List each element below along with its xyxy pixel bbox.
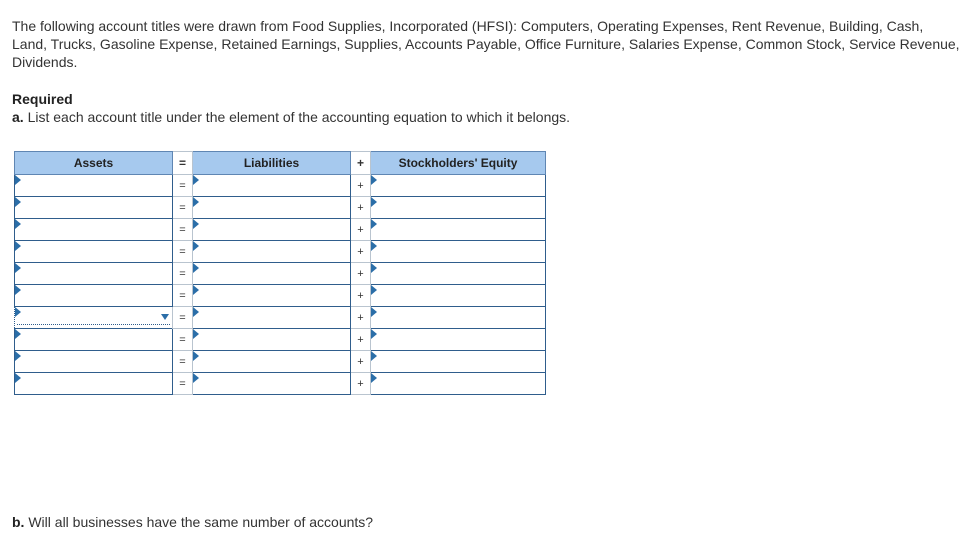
assets-input-cell[interactable] bbox=[15, 175, 173, 197]
equals-sign: = bbox=[173, 307, 193, 329]
assets-input-cell[interactable] bbox=[15, 263, 173, 285]
equation-row bbox=[15, 285, 546, 307]
equation-row bbox=[15, 373, 546, 395]
triangle-marker-icon bbox=[15, 307, 21, 317]
part-a-text: List each account title under the element of the accounting equation to which it belongs. bbox=[27, 109, 571, 125]
part-b-question bbox=[12, 514, 373, 530]
equals-sign: = bbox=[173, 329, 193, 351]
liabilities-input-cell[interactable] bbox=[193, 219, 351, 241]
equals-sign: = bbox=[173, 197, 193, 219]
plus-sign: + bbox=[351, 263, 371, 285]
triangle-marker-icon bbox=[371, 175, 377, 185]
liabilities-input-cell[interactable] bbox=[193, 373, 351, 395]
triangle-marker-icon bbox=[193, 263, 199, 273]
equity-header: Stockholders' Equity bbox=[371, 152, 546, 175]
required-heading: Required bbox=[12, 91, 73, 107]
plus-sign: + bbox=[351, 197, 371, 219]
assets-input-cell[interactable] bbox=[15, 307, 173, 329]
part-b-marker: b. bbox=[12, 514, 25, 530]
plus-sign: + bbox=[351, 219, 371, 241]
assets-input-cell[interactable] bbox=[15, 351, 173, 373]
triangle-marker-icon bbox=[371, 241, 377, 251]
triangle-marker-icon bbox=[193, 307, 199, 317]
equity-input-cell[interactable] bbox=[371, 241, 546, 263]
equation-row bbox=[15, 351, 546, 373]
liabilities-input-cell[interactable] bbox=[193, 175, 351, 197]
plus-header: + bbox=[351, 152, 371, 175]
triangle-marker-icon bbox=[15, 373, 21, 383]
triangle-marker-icon bbox=[15, 351, 21, 361]
triangle-marker-icon bbox=[15, 197, 21, 207]
liabilities-input-cell[interactable] bbox=[193, 263, 351, 285]
plus-sign: + bbox=[351, 307, 371, 329]
plus-sign: + bbox=[351, 351, 371, 373]
plus-sign: + bbox=[351, 285, 371, 307]
assets-input-cell[interactable] bbox=[15, 219, 173, 241]
triangle-marker-icon bbox=[193, 241, 199, 251]
assets-header: Assets bbox=[15, 152, 173, 175]
triangle-marker-icon bbox=[193, 175, 199, 185]
assets-input-cell[interactable] bbox=[15, 241, 173, 263]
liabilities-input-cell[interactable] bbox=[193, 307, 351, 329]
plus-sign: + bbox=[351, 175, 371, 197]
equals-sign: = bbox=[173, 263, 193, 285]
equation-row bbox=[15, 307, 546, 329]
triangle-marker-icon bbox=[15, 329, 21, 339]
part-a-marker: a. bbox=[12, 109, 24, 125]
accounting-equation-table bbox=[14, 151, 546, 395]
assets-input-cell[interactable] bbox=[15, 197, 173, 219]
triangle-marker-icon bbox=[15, 219, 21, 229]
triangle-marker-icon bbox=[15, 263, 21, 273]
triangle-marker-icon bbox=[193, 351, 199, 361]
equation-row bbox=[15, 263, 546, 285]
equity-input-cell[interactable] bbox=[371, 197, 546, 219]
liabilities-input-cell[interactable] bbox=[193, 241, 351, 263]
triangle-marker-icon bbox=[193, 373, 199, 383]
liabilities-header: Liabilities bbox=[193, 152, 351, 175]
assets-input-cell[interactable] bbox=[15, 285, 173, 307]
triangle-marker-icon bbox=[15, 285, 21, 295]
triangle-marker-icon bbox=[371, 329, 377, 339]
triangle-marker-icon bbox=[193, 219, 199, 229]
triangle-marker-icon bbox=[15, 241, 21, 251]
plus-sign: + bbox=[351, 241, 371, 263]
problem-intro: The following account titles were drawn from Food Supplies, Incorporated (HFSI): Computers, Operating Expenses, Rent Revenue, Building, Cash, Land, Trucks, Gasoline Expense, Retained Earnings, Supplies, Accounts Payable, Office Furniture, Salaries Expense, Common Stock, Service Revenue, Dividends. bbox=[12, 18, 960, 70]
equals-header: = bbox=[173, 152, 193, 175]
equity-input-cell[interactable] bbox=[371, 351, 546, 373]
equals-sign: = bbox=[173, 241, 193, 263]
equation-row bbox=[15, 329, 546, 351]
equals-sign: = bbox=[173, 373, 193, 395]
liabilities-input-cell[interactable] bbox=[193, 351, 351, 373]
triangle-marker-icon bbox=[371, 285, 377, 295]
triangle-marker-icon bbox=[193, 197, 199, 207]
equity-input-cell[interactable] bbox=[371, 373, 546, 395]
equity-input-cell[interactable] bbox=[371, 329, 546, 351]
triangle-marker-icon bbox=[193, 329, 199, 339]
triangle-marker-icon bbox=[371, 351, 377, 361]
equity-input-cell[interactable] bbox=[371, 263, 546, 285]
liabilities-input-cell[interactable] bbox=[193, 329, 351, 351]
part-b-text: Will all businesses have the same number of accounts? bbox=[28, 514, 374, 530]
equals-sign: = bbox=[173, 175, 193, 197]
equity-input-cell[interactable] bbox=[371, 175, 546, 197]
equals-sign: = bbox=[173, 351, 193, 373]
equation-row bbox=[15, 175, 546, 197]
triangle-marker-icon bbox=[193, 285, 199, 295]
equity-input-cell[interactable] bbox=[371, 307, 546, 329]
triangle-marker-icon bbox=[371, 307, 377, 317]
equation-row bbox=[15, 219, 546, 241]
plus-sign: + bbox=[351, 329, 371, 351]
triangle-marker-icon bbox=[15, 175, 21, 185]
triangle-marker-icon bbox=[371, 373, 377, 383]
triangle-marker-icon bbox=[371, 219, 377, 229]
equation-row bbox=[15, 197, 546, 219]
part-a-instruction bbox=[12, 109, 570, 125]
equity-input-cell[interactable] bbox=[371, 285, 546, 307]
triangle-marker-icon bbox=[371, 197, 377, 207]
plus-sign: + bbox=[351, 373, 371, 395]
equals-sign: = bbox=[173, 219, 193, 241]
equals-sign: = bbox=[173, 285, 193, 307]
triangle-marker-icon bbox=[371, 263, 377, 273]
equity-input-cell[interactable] bbox=[371, 219, 546, 241]
chevron-down-icon[interactable] bbox=[161, 314, 169, 320]
assets-input-cell[interactable] bbox=[15, 329, 173, 351]
equation-row bbox=[15, 241, 546, 263]
liabilities-input-cell[interactable] bbox=[193, 285, 351, 307]
assets-input-cell[interactable] bbox=[15, 373, 173, 395]
liabilities-input-cell[interactable] bbox=[193, 197, 351, 219]
header-row bbox=[15, 152, 546, 175]
